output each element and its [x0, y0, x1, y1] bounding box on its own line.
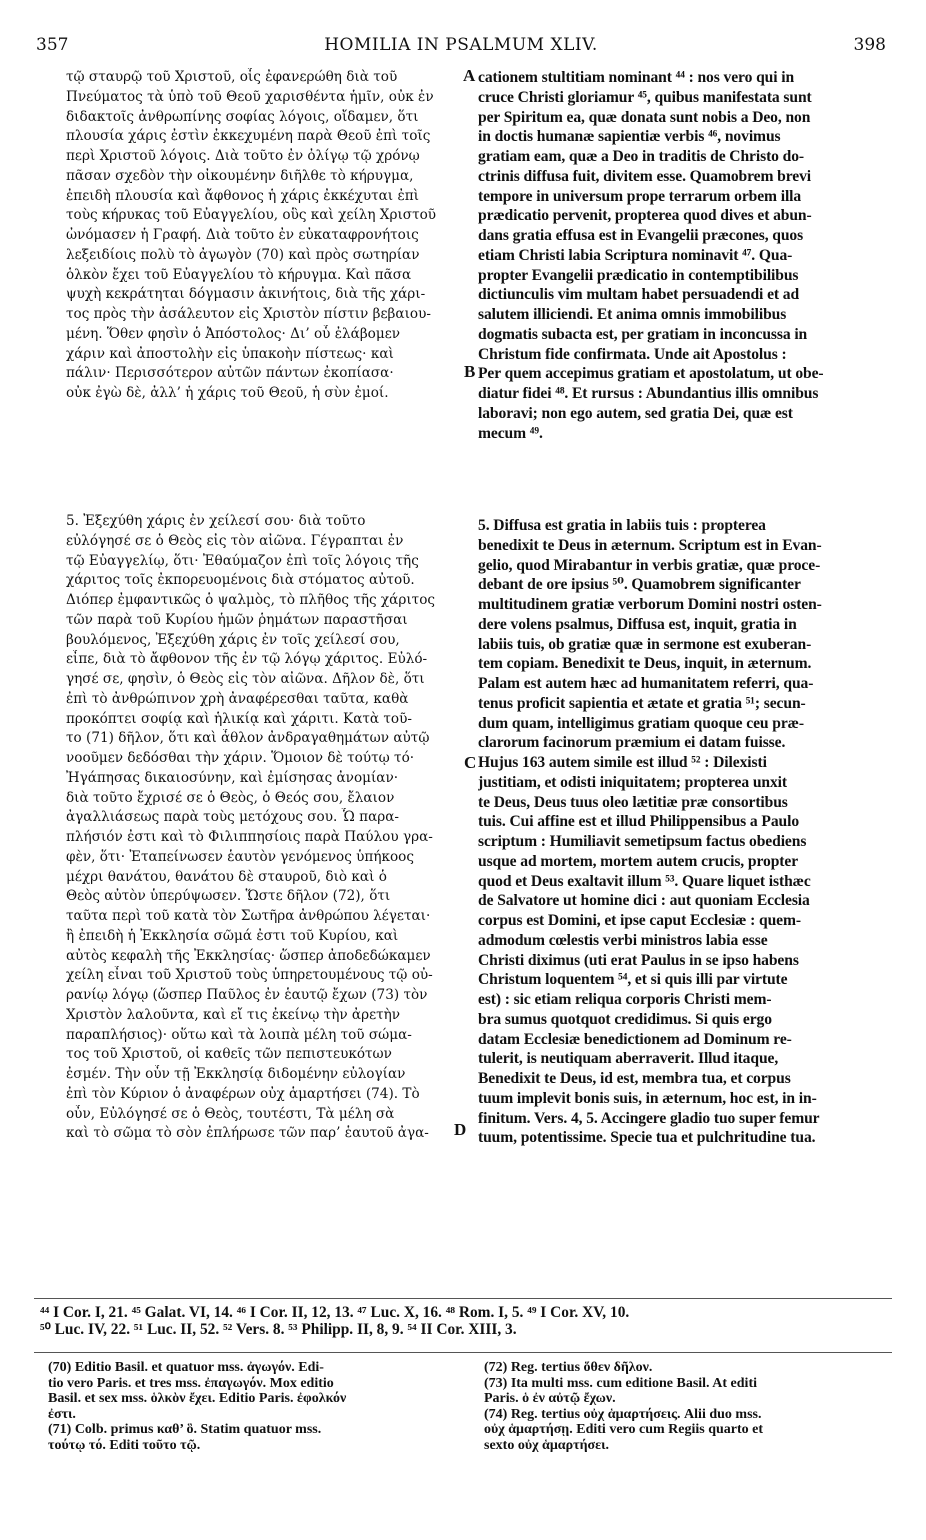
greek-text-line: ὁλκὸν ἔχει τοῦ Εὐαγγελίου τὸ κήρυγμα. Καὶ πᾶσα [66, 266, 412, 283]
notes-separator [34, 1352, 892, 1353]
latin-text-line: dogmatis subacta est, per gratiam in inconcussa in [478, 325, 808, 343]
greek-text-line: περὶ Χριστοῦ λόγοις. Διὰ τοῦτο ἐν ὀλίγῳ τῷ χρόνῳ [66, 148, 420, 164]
note-line: (72) Reg. tertius ὅθεν δῆλον. [484, 1360, 653, 1375]
greek-text-line: πλουσία χάρις ἐστὶν ἐκκεχυμένη παρὰ Θεοῦ ἐπὶ τοῖς [66, 128, 431, 145]
greek-text-line: ψυχὴ κεκράτηται δόγμασιν ἀκινήτοις, διὰ τῆς χάρι- [66, 286, 426, 303]
greek-text-line: ἐσμέν. Τὴν οὖν τῇ Ἐκκλησίᾳ διδομένην εὐλογίαν [66, 1066, 406, 1082]
latin-text-line: Hujus 163 autem simile est illud ⁵² : Dilexisti [478, 754, 767, 771]
latin-text-line: justitiam, et odisti iniquitatem; propterea unxit [478, 773, 787, 791]
greek-text-line: Διόπερ ἐμφαντικῶς ὁ ψαλμὸς, τὸ πλῆθος τῆς χάριτος [66, 592, 435, 608]
latin-text-line: tenus proficit sapientia et ætate et gratia ⁵¹; secun- [478, 694, 806, 712]
note-line: sexto οὐχ ἁμαρτήσει. [484, 1437, 609, 1453]
greek-text-line: τῷ σταυρῷ τοῦ Χριστοῦ, οἷς ἐφανερώθη διὰ τοῦ [66, 69, 398, 85]
latin-text-line: diatur fidei ⁴⁸. Et rursus : Abundantius illis omnibus [478, 385, 819, 402]
latin-text-line: bra sumus quotquot credidimus. Si quis ergo [478, 1010, 772, 1028]
latin-column-block-1 [478, 68, 896, 443]
footnote-line: ⁵⁰ Luc. IV, 22. ⁵¹ Luc. II, 52. ⁵² Vers. 8. ⁵³ Philipp. II, 8, 9. ⁵⁴ II Cor. XIII, 3. [40, 1321, 517, 1338]
latin-text-line: etiam Christi labia Scriptura nominavit ⁴⁷. Qua- [478, 246, 793, 264]
note-line: Paris. ὁ ἐν αὐτῷ ἔχων. [484, 1391, 616, 1407]
greek-text-line: τῶν παρὰ τοῦ Κυρίου ἡμῶν ῥημάτων παραστῆσαι [66, 611, 408, 628]
latin-text-line: gratiam eam, quæ a Deo in traditis de Christo do- [478, 148, 805, 165]
latin-text-line: debant de ore ipsius ⁵⁰. Quamobrem significanter [478, 576, 801, 594]
critical-notes-right [484, 1360, 884, 1454]
page-number-right: 398 [853, 35, 886, 55]
latin-text-line: finitum. Vers. 4, 5. Accingere gladio tuo super femur [478, 1109, 820, 1127]
greek-text-line: το (71) δῆλον, ὅτι καὶ ἆθλον ἀνδραγαθημάτων αὐτῷ [66, 730, 430, 747]
greek-text-line: Πνεύματος τὰ ὑπὸ τοῦ Θεοῦ χαρισθέντα ἡμῖν, οὐκ ἐν [66, 88, 434, 105]
greek-text-line: εἶπε, διὰ τὸ ἄφθονον τῆς ἐν τῷ λόγῳ χάριτος. Εὐλό- [66, 651, 428, 668]
latin-text-line: benedixit te Deus in æternum. Scriptum est in Evan- [478, 536, 822, 554]
critical-notes-left [48, 1360, 448, 1454]
greek-text-line: ὠνόμασεν ἡ Γραφή. Διὰ τοῦτο ἐν εὐκαταφρονήτοις [66, 227, 419, 243]
latin-text-line: cruce Christi gloriamur ⁴⁵, quibus manifestata sunt [478, 88, 812, 106]
latin-text-line: tuis. Cui affine est et illud Philippensibus a Paulo [478, 813, 800, 831]
latin-text-line: tuum, potentissime. Specie tua et pulchritudine tua. [478, 1129, 816, 1147]
note-line: οὐχ ἁμαρτήσῃ. Editi vero cum Regiis quarto et [484, 1422, 764, 1438]
scripture-footnotes [40, 1304, 900, 1338]
latin-text-line: Christum fide confirmata. Unde ait Apostolus : [478, 345, 787, 363]
greek-text-line: Θεὸς αὐτὸν ὑπερύψωσεν. Ὥστε δῆλον (72), ὅτι [66, 888, 391, 905]
greek-text-line: μένη. Ὅθεν φησὶν ὁ Ἀπόστολος· Δι’ οὗ ἐλάβομεν [66, 325, 401, 342]
greek-text-line: οὖν, Εὐλόγησέ σε ὁ Θεὸς, τουτέστι, Τὰ μέλη σὰ [66, 1105, 395, 1122]
latin-text-line: admodum cœlestis verbi ministros labia esse [478, 931, 768, 949]
latin-text-line: tulerit, is neutiquam aberraverit. Illud itaque, [478, 1050, 779, 1068]
greek-text-line: νοοῦμεν δεδόσθαι τὴν χάριν. Ὅμοιον δὲ τούτῳ τό· [66, 750, 415, 766]
greek-text-line: Ἠγάπησας δικαιοσύνην, καὶ ἐμίσησας ἀνομίαν· [66, 769, 399, 786]
greek-text-line: παραπλήσιος)· οὕτω καὶ τὰ λοιπὰ μέλη τοῦ σώμα- [66, 1026, 412, 1043]
latin-text-line: Palam est autem hæc ad humanitatem referri, qua- [478, 675, 814, 692]
latin-text-line: est) : sic etiam reliqua corporis Christi mem- [478, 991, 772, 1008]
greek-text-line: ταῦτα περὶ τοῦ κατὰ τὸν Σωτῆρα ἀνθρώπου λέγεται· [66, 908, 431, 924]
greek-text-line: φὲν, ὅτι· Ἐταπείνωσεν ἑαυτὸν γενόμενος ὑπήκοος [66, 848, 414, 865]
greek-text-line: τῷ Εὐαγγελίῳ, ὅτι· Ἐθαύμαζον ἐπὶ τοῖς λόγοις τῆς [66, 552, 419, 569]
greek-text-line: μέχρι θανάτου, θανάτου δὲ σταυροῦ, διὸ καὶ ὁ [66, 868, 387, 885]
latin-text-line: dans gratia effusa est in Evangelii præcones, quos [478, 227, 804, 244]
page-number-left: 357 [36, 35, 69, 55]
latin-text-line: usque ad mortem, mortem autem crucis, propter [478, 852, 799, 870]
latin-text-line: tem copiam. Benedixit te Deus, inquit, in æternum. [478, 655, 812, 673]
latin-text-line: scriptum : Humiliavit semetipsum factus obediens [478, 833, 807, 850]
greek-text-line: ἀγαλλιάσεως παρὰ τοὺς μετόχους σου. Ὧ παρα- [66, 809, 400, 826]
latin-text-line: clarorum facinorum præmium ei datam fuisse. [478, 734, 786, 752]
latin-text-line: mecum ⁴⁹. [478, 424, 543, 442]
latin-text-line: dictiunculis vim multam habet persuadendi et ad [478, 286, 800, 304]
greek-column-block-1 [66, 68, 458, 404]
greek-text-line: βουλόμενος, Ἐξεχύθη χάρις ἐν τοῖς χείλεσί σου, [66, 631, 400, 648]
latin-text-line: labiis tuis, ob gratiæ quæ in sermone est exuberan- [478, 635, 812, 653]
latin-text-line: Christi diximus (uti erat Paulus in se ipso habens [478, 951, 799, 969]
greek-text-line: γησέ σε, φησὶν, ὁ Θεὸς εἰς τὸν αἰῶνα. Δῆλον δὲ, ὅτι [66, 671, 425, 687]
latin-text-line: Per quem accepimus gratiam et apostolatum, ut obe- [478, 365, 824, 383]
latin-text-line: laboravi; non ego autem, sed gratia Dei, quæ est [478, 404, 793, 422]
page-header [36, 35, 886, 61]
latin-text-line: tempore in universum prope terrarum orbem illa [478, 187, 802, 205]
note-line: (73) Ita multi mss. cum editione Basil. At editi [484, 1375, 757, 1391]
margin-marker-d: D [454, 1120, 467, 1139]
greek-text-line: πᾶσαν σχεδὸν τὴν οἰκουμένην διῆλθε τὸ κήρυγμα, [66, 167, 414, 184]
latin-text-line: datam Ecclesiæ benedictionem ad Dominum re- [478, 1030, 792, 1048]
footnote-line: ⁴⁴ I Cor. I, 21. ⁴⁵ Galat. VI, 14. ⁴⁶ I Cor. II, 12, 13. ⁴⁷ Luc. X, 16. ⁴⁸ Rom. I, 5. ⁴⁹ I Cor. XV, 10. [40, 1304, 630, 1321]
greek-text-line: τοὺς κήρυκας τοῦ Εὐαγγελίου, οὓς καὶ χείλη Χριστοῦ [66, 207, 437, 224]
margin-marker-a: A [463, 66, 476, 85]
greek-text-line: προκόπτει σοφίᾳ καὶ ἡλικίᾳ καὶ χάριτι. Κατὰ τοῦ- [66, 710, 412, 727]
greek-text-line: ἐπὶ τὸν Κύριον ὁ ἀναφέρων οὐχ ἁμαρτήσει (74). Τὸ [66, 1085, 420, 1102]
greek-text-line: χάριν καὶ ἀποστολὴν εἰς ὑπακοὴν πίστεως· καὶ [66, 345, 394, 362]
latin-text-line: salutem illiciendi. Et anima omnis immobilibus [478, 306, 787, 323]
greek-text-line: διὰ τοῦτο ἔχρισέ σε ὁ Θεὸς, ὁ Θεός σου, ἔλαιον [66, 789, 395, 806]
latin-text-line: corpus est Domini, et ipse caput Ecclesiæ : quem- [478, 912, 801, 929]
running-title: HOMILIA IN PSALMUM XLIV. [324, 35, 598, 55]
footnote-separator [34, 1298, 892, 1299]
latin-text-line: te Deus, Deus tuus oleo lætitiæ præ consortibus [478, 793, 788, 811]
greek-text-line: ρανίῳ λόγῳ (ὥσπερ Παῦλος ἐν ἑαυτῷ ἔχων (73) τὸν [66, 987, 428, 1003]
greek-text-line: πλήσιόν ἐστι καὶ τὸ Φιλιππησίοις παρὰ Παύλου γρα- [66, 829, 433, 845]
greek-text-line: ἢ ἐπειδὴ ἡ Ἐκκλησία σῶμά ἐστι τοῦ Κυρίου, καὶ [66, 927, 399, 944]
greek-text-line: πάλιν· Περισσότερον αὐτῶν πάντων ἐκοπίασα· [66, 365, 394, 382]
latin-text-line: in doctis humanæ sapientiæ verbis ⁴⁶, novimus [478, 128, 781, 146]
note-line: Basil. et sex mss. ὁλκὸν ἔχει. Editio Paris. ἐφολκόν [48, 1391, 347, 1407]
note-line: ἐστι. [48, 1406, 76, 1422]
latin-text-line: multitudinem gratiæ verborum Domini nostri osten- [478, 596, 822, 613]
latin-text-line: gelio, quod Mirabantur in verbis gratiæ, quæ proce- [478, 556, 821, 574]
latin-text-line: propter Evangelii prædicatio in contemptibilibus [478, 266, 799, 284]
note-line: (71) Colb. primus καθ’ ὃ. Statim quatuor mss. [48, 1422, 322, 1438]
note-line: tio vero Paris. et tres mss. ἐπαγωγόν. Mox editio [48, 1375, 334, 1391]
greek-text-line: Χριστὸν λαλοῦντα, καὶ εἴ τις ἐκείνῳ τὴν ἀρετὴν [66, 1006, 401, 1023]
latin-text-line: ctrinis diffusa fuit, divitem esse. Quamobrem brevi [478, 167, 812, 185]
greek-text-line: ἐπειδὴ πλουσία καὶ ἄφθονος ἡ χάρις ἐκκέχυται ἐπὶ [66, 187, 420, 204]
note-line: τούτῳ τό. Editi τοῦτο τῷ. [48, 1437, 201, 1453]
margin-marker-c: C [464, 753, 477, 772]
note-line: (70) Editio Basil. et quatuor mss. ἀγωγόν. Edi- [48, 1360, 324, 1375]
greek-text-line: 5. Ἐξεχύθη χάρις ἐν χείλεσί σου· διὰ τοῦτο [66, 513, 366, 529]
latin-column-block-2 [478, 516, 896, 1148]
latin-text-line: de Salvatore ut homine dici : aut quoniam Ecclesia [478, 892, 810, 910]
latin-text-line: dum quam, intelligimus gratiam quoque ceu præ- [478, 714, 804, 732]
greek-column-block-2 [66, 512, 458, 1144]
latin-text-line: tuum implevit bonis suis, in æternum, hoc est, in in- [478, 1089, 817, 1107]
latin-text-line: prædicatio pervenit, propterea quod dives et abun- [478, 207, 812, 225]
margin-marker-b: B [464, 362, 476, 381]
greek-text-line: ἐπὶ τὸ ἀνθρώπινον χρὴ ἀναφέρεσθαι ταῦτα, καθὰ [66, 690, 409, 707]
greek-text-line: τος τοῦ Χριστοῦ, οἱ καθεῖς τῶν πεπιστευκότων [66, 1046, 392, 1063]
greek-text-line: χείλη εἶναι τοῦ Χριστοῦ τοὺς ὑπηρετουμένους τῷ οὐ- [66, 967, 433, 984]
latin-text-line: Christum loquentem ⁵⁴, et si quis illi par virtute [478, 971, 788, 989]
latin-text-line: per Spiritum ea, quæ donata sunt nobis a Deo, non [478, 108, 811, 126]
greek-text-line: οὐκ ἐγὼ δὲ, ἀλλ’ ἡ χάρις τοῦ Θεοῦ, ἡ σὺν ἐμοί. [66, 385, 389, 401]
greek-text-line: αὐτὸς κεφαλὴ τῆς Ἐκκλησίας· ὥσπερ ἀποδεδώκαμεν [66, 947, 431, 964]
latin-text-line: dere volens psalmus, Diffusa est, inquit, gratia in [478, 615, 797, 633]
latin-text-line: 5. Diffusa est gratia in labiis tuis : propterea [478, 517, 766, 534]
greek-text-line: διδακτοῖς ἀνθρωπίνης σοφίας λόγοις, οἴδαμεν, ὅτι [66, 108, 419, 125]
greek-text-line: εὐλόγησέ σε ὁ Θεὸς εἰς τὸν αἰῶνα. Γέγραπται ἐν [66, 532, 404, 549]
note-line: (74) Reg. tertius οὐχ ἁμαρτήσεις. Alii duo mss. [484, 1406, 762, 1422]
latin-text-line: quod et Deus exaltavit illum ⁵³. Quare liquet isthæc [478, 872, 811, 890]
latin-text-line: cationem stultitiam nominant ⁴⁴ : nos vero qui in [478, 69, 795, 86]
greek-text-line: λεξειδίοις πολὺ τὸ ἀγωγὸν (70) καὶ πρὸς σωτηρίαν [66, 246, 420, 263]
latin-text-line: Benedixit te Deus, id est, membra tua, et corpus [478, 1070, 791, 1087]
greek-text-line: καὶ τὸ σῶμα τὸ σὸν ἐπλήρωσε τῶν παρ’ ἑαυτοῦ ἀγα- [66, 1125, 429, 1142]
greek-text-line: χάριτος τοῖς ἐκπορευομένοις διὰ στόματος αὐτοῦ. [66, 572, 415, 589]
greek-text-line: τος πρὸς τὴν ἀσάλευτον εἰς Χριστὸν πίστιν βεβαιου- [66, 306, 431, 322]
